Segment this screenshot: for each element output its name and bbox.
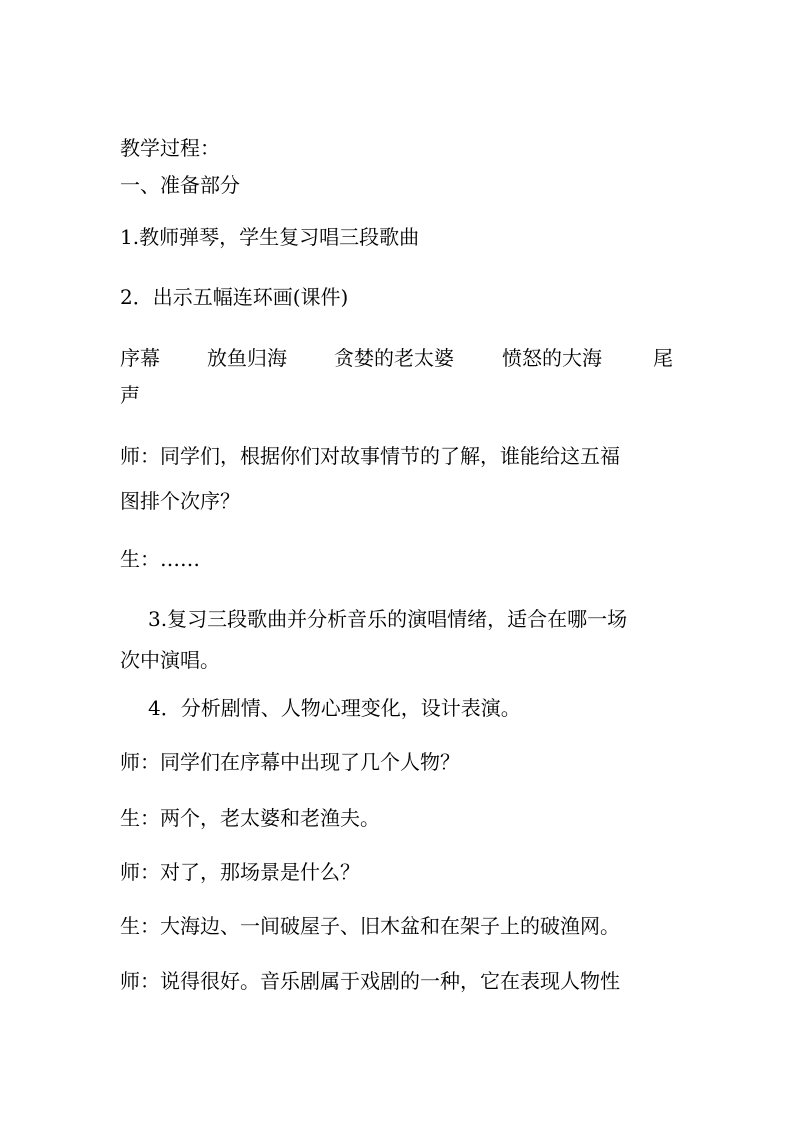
student-answer-2: 生：两个，老太婆和老渔夫。 — [120, 806, 380, 830]
student-answer-3: 生：大海边、一间破屋子、旧木盆和在架子上的破渔网。 — [120, 914, 620, 938]
teacher-question-1-line-1: 师：同学们，根据你们对故事情节的了解，谁能给这五福 — [120, 444, 620, 468]
teacher-question-2: 师：同学们在序幕中出现了几个人物？ — [120, 750, 460, 774]
scene-title: 愤怒的大海 — [502, 346, 602, 370]
item-1-text: 1.教师弹琴，学生复习唱三段歌曲 — [120, 225, 420, 249]
heading-teaching-process: 教学过程： — [120, 136, 220, 160]
section-title-preparation: 一、准备部分 — [120, 173, 240, 197]
scene-title: 放鱼归海 — [207, 346, 287, 370]
student-answer-1: 生：…… — [120, 547, 200, 571]
teacher-question-4: 师：说得很好。音乐剧属于戏剧的一种，它在表现人物性 — [120, 969, 620, 993]
teacher-question-1-line-2: 图排个次序？ — [120, 489, 240, 513]
item-4-text: 4．分析剧情、人物心理变化，设计表演。 — [148, 696, 521, 720]
scene-title: 序幕 — [120, 346, 160, 370]
teacher-question-3: 师：对了，那场景是什么？ — [120, 860, 360, 884]
item-3-line-1: 3.复习三段歌曲并分析音乐的演唱情绪，适合在哪一场 — [148, 607, 628, 631]
item-2-text: 2．出示五幅连环画(课件) — [120, 285, 349, 309]
scene-title: 尾 — [653, 346, 673, 370]
scene-title-wrap: 声 — [120, 383, 140, 407]
item-3-line-2: 次中演唱。 — [120, 648, 220, 672]
scene-title: 贪婪的老太婆 — [334, 346, 454, 370]
